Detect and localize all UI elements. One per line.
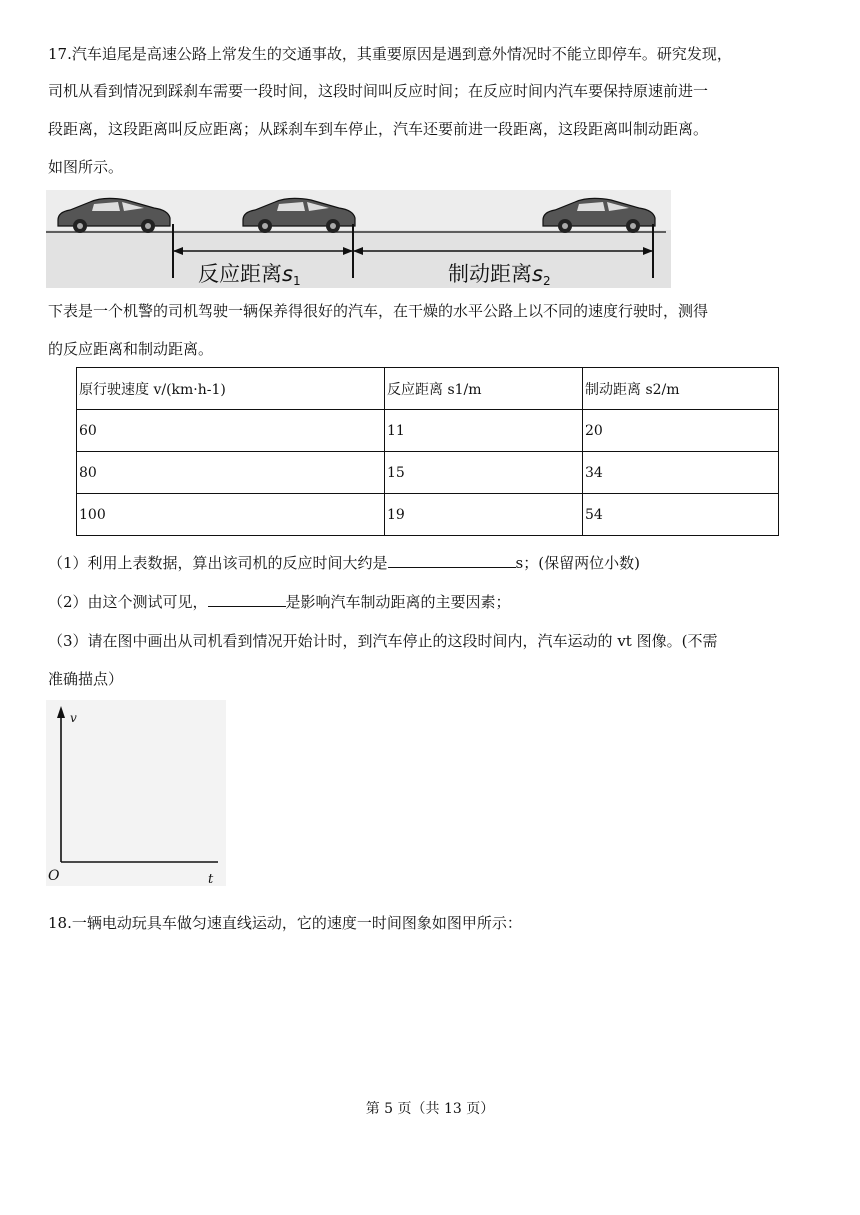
vt-graph-axes (46, 700, 231, 890)
table-cell: 15 (385, 452, 583, 494)
table-cell: 20 (583, 410, 779, 452)
sub-question-1-unit: s；(保留两位小数) (515, 554, 640, 572)
q18-text: 18.一辆电动玩具车做匀速直线运动，它的速度一时间图象如图甲所示： (48, 914, 522, 932)
answer-blank-2[interactable] (208, 591, 286, 607)
braking-distance-index: 2 (542, 274, 551, 288)
speed-distance-table (76, 367, 779, 536)
table-cell: 54 (583, 494, 779, 536)
answer-blank-1[interactable] (388, 552, 516, 568)
reaction-distance-index: 1 (292, 274, 301, 288)
sub-question-1 (48, 552, 640, 573)
table-header-row (77, 368, 779, 410)
origin-label: O (48, 868, 60, 884)
table-cell: 60 (77, 410, 385, 452)
sub-question-2-text: （2）由这个测试可见， (48, 593, 208, 611)
sub-question-3-line-1: （3）请在图中画出从司机看到情况开始计时，到汽车停止的这段时间内，汽车运动的 vt 图像。(不需 (48, 632, 718, 650)
table-cell: 11 (385, 410, 583, 452)
y-axis-label: v (70, 711, 77, 725)
table-header: 制动距离 s2/m (583, 368, 779, 410)
q17-line-4: 如图所示。 (48, 158, 124, 176)
page-footer: 第 5 页（共 13 页） (365, 1101, 495, 1117)
svg-text:制动距离s2 (448, 262, 551, 288)
q17-line-3: 段距离，这段距离叫反应距离；从踩刹车到车停止，汽车还要前进一段距离，这段距离叫制动距离。 (48, 120, 709, 138)
table-cell: 100 (77, 494, 385, 536)
braking-distance-label: 制动距离 (448, 262, 532, 286)
table-row (77, 494, 779, 536)
table-header: 原行驶速度 v/(km·h-1) (77, 368, 385, 410)
reaction-distance-label: 反应距离 (198, 262, 282, 286)
table-cell: 34 (583, 452, 779, 494)
q17-line-2: 司机从看到情况到踩刹车需要一段时间，这段时间叫反应时间；在反应时间内汽车要保持原速前进一 (48, 82, 709, 100)
sub-question-3-line-2: 准确描点） (48, 670, 124, 688)
sub-question-2 (48, 591, 511, 612)
reaction-distance-symbol: s (282, 262, 293, 286)
table-row (77, 410, 779, 452)
table-header: 反应距离 s1/m (385, 368, 583, 410)
x-axis-label: t (208, 872, 214, 887)
q17-line-1: 17.汽车追尾是高速公路上常发生的交通事故，其重要原因是遇到意外情况时不能立即停车。研究发现， (48, 45, 732, 63)
table-cell: 19 (385, 494, 583, 536)
reaction-braking-distance-figure (46, 190, 671, 288)
table-row (77, 452, 779, 494)
sub-question-2-tail: 是影响汽车制动距离的主要因素； (285, 593, 511, 611)
table-intro-line-1: 下表是一个机警的司机驾驶一辆保养得很好的汽车，在干燥的水平公路上以不同的速度行驶时，测得 (48, 302, 709, 320)
braking-distance-symbol: s (532, 262, 543, 286)
svg-text:反应距离s1 (198, 262, 301, 288)
table-cell: 80 (77, 452, 385, 494)
table-intro-line-2: 的反应距离和制动距离。 (48, 340, 214, 358)
sub-question-1-text: （1）利用上表数据，算出该司机的反应时间大约是 (48, 554, 388, 572)
